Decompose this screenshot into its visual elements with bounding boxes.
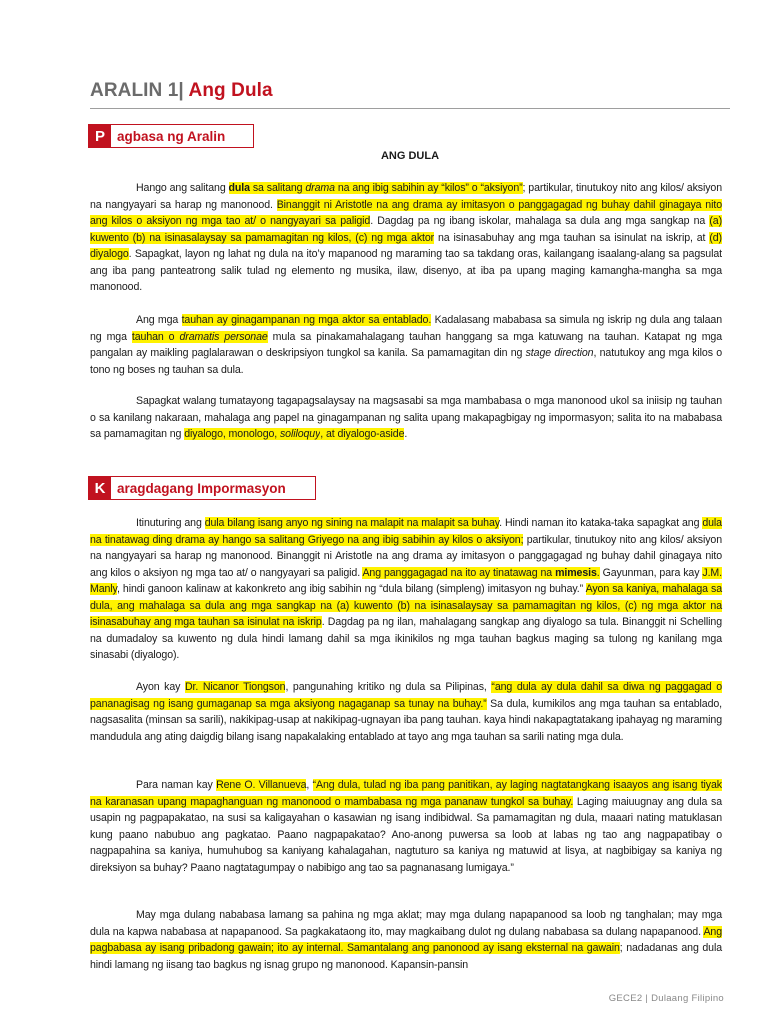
section-header-pagbasa <box>88 124 254 148</box>
lesson-title <box>90 80 273 102</box>
section-title: aragdagang Impormasyon <box>117 480 286 496</box>
paragraph-4: Itinuturing ang dula bilang isang anyo ng sining na malapit na malapit sa buhay. Hindi naman ito kataka-taka sapagkat ang dula na tinatawag ding drama ay hango sa salitang Griyego na ang ibig sabihin ay kilos o aksiyon; partikular, tinutukoy nito ang kilos/ aksiyon na nangyayari sa harap ng manonood. Binanggit ni Aristotle na ang drama ay imitasyon o panggagagad ng buhay dahil ginagaya nito ang kilos o aksiyon ng mga tao at/ o nangyayari sa paligid. Ang panggagagad na ito ay tinatawag na mimesis. Gayunman, para kay J.M. Manly, hindi ganoon kalinaw at kakonkreto ang ibig sabihin ng “dula bilang (simpleng) imitasyon ng buhay.” Ayon sa kaniya, mahalaga sa dula, ang mahalaga sa dula ang mga sangkap na (a) kuwento (b) na isinasalaysay sa pamamagitan ng kilos, (c) ng mga aktor na isinasabuhay ang mga tauhan sa isinulat na iskrip. Dagdag pa ng ilan, mahalagang sangkap ang diyalogo sa tula. Binanggit ni Schelling na dumadaloy sa kuwento ng dula hindi lamang dahil sa mga ikinikilos ng mga tauhan bagkus maging sa tulong ng kanilang mga sinasabi (diyalogo). <box>90 517 723 661</box>
section-header-karagdagang <box>88 476 316 500</box>
lesson-separator: | <box>178 80 184 101</box>
lesson-number: ARALIN 1 <box>90 80 179 101</box>
page-footer: GECE2 | Dulaang Filipino <box>608 993 724 1004</box>
title-divider <box>90 108 730 109</box>
lesson-name: Ang Dula <box>188 80 273 101</box>
section-initial: K <box>89 477 111 499</box>
paragraph-1: Hango ang salitang dula sa salitang drama na ang ibig sabihin ay “kilos” o “aksiyon”; partikular, tinutukoy nito ang kilos/ aksiyon na nangyayari sa harap ng manonood. Binanggit ni Aristotle na ang drama ay imitasyon o panggagagad ng buhay dahil ginagaya nito ang kilos o aksiyon ng mga tao at/ o nangyayari sa paligid. Dagdag pa ng ibang iskolar, mahalaga sa dula ang mga sangkap na (a) kuwento (b) na isinasalaysay sa pamamagitan ng kilos, (c) ng mga aktor na isinasabuhay ang mga tauhan sa isinulat na iskrip, at (d) diyalogo. Sapagkat, layon ng lahat ng dula na ito’y mapanood ng maraming tao sa takdang oras, kailangang isaalang-alang sa pagsulat ang iba pang panteatrong salik tulad ng elemento ng musika, ilaw, disenyo, at iba pa upang maging kamangha-mangha sa mga manonood. <box>90 182 723 293</box>
paragraph-2: Ang mga tauhan ay ginagampanan ng mga aktor sa entablado. Kadalasang mababasa sa simula ng iskrip ng dula ang talaan ng mga tauhan o dramatis personae mula sa pinakamahalagang tauhan hanggang sa mga katuwang na tauhan. Katapat ng mga pangalan ay maikling paglalarawan o deskripsiyon tungkol sa kanila. Sa pamamagitan din ng stage direction, natutukoy ang mga kilos o tono ng boses ng tauhan sa dula. <box>90 314 723 376</box>
section-title: agbasa ng Aralin <box>117 128 226 144</box>
section-heading: ANG DULA <box>380 150 440 162</box>
paragraph-7: May mga dulang nababasa lamang sa pahina ng mga aklat; may mga dulang napapanood sa loob ng tanghalan; may mga dula na kapwa nababasa at napapanood. Sa pagkakataong ito, may magkaibang dulot ng dulang nababasa sa dulang napapanood. Ang pagbabasa ay isang pribadong gawain; ito ay internal. Samantalang ang panonood ay isang eksternal na gawain; nadadanas ang dula hindi lamang ng iisang tao bagkus ng isnag grupo ng manonood. Kapansin-pansin <box>90 909 722 971</box>
section-initial: P <box>89 125 111 147</box>
paragraph-3: Sapagkat walang tumatayong tagapagsalaysay na magsasabi sa mga mambabasa o mga manonood ukol sa iniisip ng tauhan o sa kanilang nakaraan, mahalaga ang papel na ginagampanan ng salita upang makapagbigay ng impormasyon; salita ito na mababasa sa pamamagitan ng diyalogo, monologo, soliloquy, at diyalogo-aside. <box>90 395 722 440</box>
paragraph-5: Ayon kay Dr. Nicanor Tiongson, pangunahing kritiko ng dula sa Pilipinas, “ang dula ay dula dahil sa diwa ng paggagad o pananagisag ng isang gumaganap sa mga aksiyong nagaganap sa tunay na buhay.” Sa dula, kumikilos ang mga tauhan sa entablado, nagsasalita (minsan sa sarili), nakikipag-usap at nakikipag-ugnayan iba pang tauhan. kaya hindi nakapagtatakang ipahayag ng maraming mandudula ang ating daigdig bilang isang napakalaking entablado at tayo ang mga tauhan sa sarili nating mga dula. <box>90 681 723 743</box>
paragraph-6: Para naman kay Rene O. Villanueva, “Ang dula, tulad ng iba pang panitikan, ay laging nagtatangkang isaayos ang isang tiyak na karanasan upang mapaghanguan ng manonood o mambabasa ng mga pananaw tungkol sa buhay. Laging maiuugnay ang dula sa usapin ng pagpapakatao, na susi sa kaligayahan o kasawian ng isang indibidwal. Sa pamamagitan ng dula, maaari nating matuklasan kung paano nabubuo ang pagkatao. Paano nagpapakatao? Ano-anong puwersa sa loob at labas ng tao ang nagpapatibay o nagpapahina sa kaniya, humuhubog sa kaniyang kahalagahan, nagtuturo sa kaniya ng matuwid at lisya, at nagbibigay sa kaniya ng direksiyon sa buhay? Paano nagtatagumpay o nabibigo ang tao sa pagnanasang lumigaya.” <box>90 779 722 874</box>
